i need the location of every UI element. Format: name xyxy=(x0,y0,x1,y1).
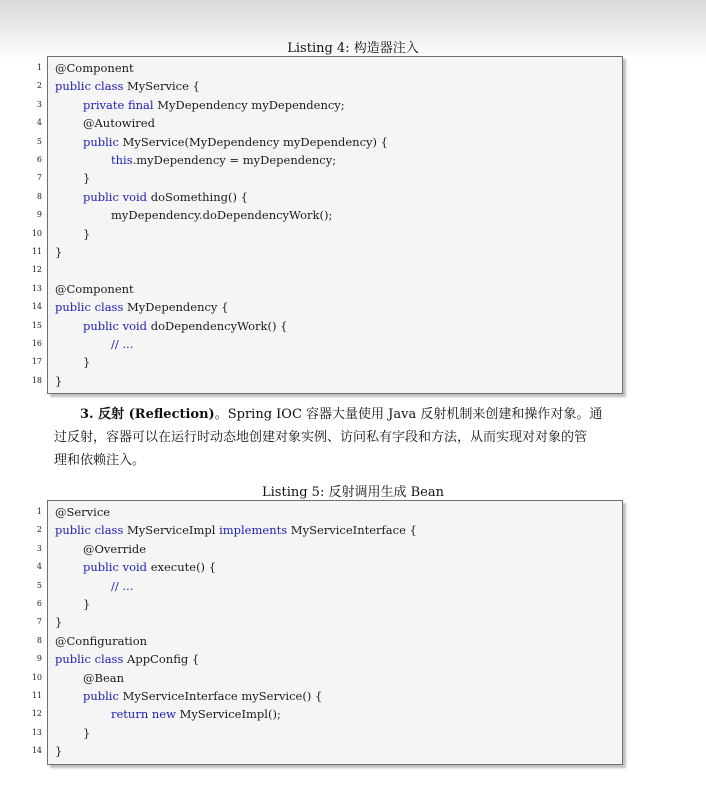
code-token: @Component xyxy=(55,281,134,296)
code-line xyxy=(36,114,622,132)
code-keyword: public class xyxy=(55,652,124,667)
line-number: 12 xyxy=(31,265,42,275)
code-text xyxy=(83,669,124,687)
code-text xyxy=(83,225,90,243)
code-line xyxy=(36,577,622,595)
code-line xyxy=(31,280,622,298)
code-listing-4 xyxy=(31,56,623,394)
line-number: 8 xyxy=(36,635,42,645)
paragraph-line-1 xyxy=(54,403,620,426)
line-number: 9 xyxy=(36,210,42,220)
code-token: } xyxy=(83,171,91,186)
code-keyword: public xyxy=(83,689,119,703)
line-number: 7 xyxy=(36,617,42,627)
code-text xyxy=(55,59,134,77)
code-keyword: public class xyxy=(55,300,124,315)
code-text xyxy=(55,632,147,650)
code-keyword: public void xyxy=(83,318,148,333)
line-number: 13 xyxy=(31,727,42,737)
code-line xyxy=(31,261,622,279)
code-token: MyService { xyxy=(123,79,200,94)
code-keyword: public xyxy=(83,134,119,149)
code-text xyxy=(83,595,90,613)
code-text xyxy=(111,705,281,723)
code-line xyxy=(36,59,622,77)
code-line xyxy=(31,742,622,760)
line-number: 1 xyxy=(36,507,42,516)
line-number: 10 xyxy=(31,228,42,238)
code-line xyxy=(31,724,622,742)
code-line xyxy=(31,317,622,335)
code-line xyxy=(36,650,622,668)
code-text xyxy=(83,317,287,335)
code-token: AppConfig { xyxy=(123,652,200,667)
paragraph-line-3: 理和依赖注入。 xyxy=(54,453,146,468)
line-number: 9 xyxy=(36,654,42,664)
code-text xyxy=(55,521,417,539)
code-token: MyServiceImpl(); xyxy=(175,707,281,722)
code-line xyxy=(31,705,622,723)
code-line xyxy=(31,687,622,705)
code-token: @Component xyxy=(55,61,134,75)
code-line xyxy=(36,188,622,206)
line-number: 17 xyxy=(31,357,42,367)
code-token: MyDependency myDependency; xyxy=(153,97,345,112)
line-number: 11 xyxy=(31,691,42,700)
code-line xyxy=(36,133,622,151)
code-text xyxy=(111,206,332,224)
code-line xyxy=(36,595,622,613)
line-number: 5 xyxy=(36,136,42,146)
line-number: 6 xyxy=(36,599,42,608)
line-number: 10 xyxy=(31,672,42,682)
code-keyword: // ... xyxy=(111,578,134,593)
code-token: @Autowired xyxy=(83,116,155,131)
code-line xyxy=(36,540,622,558)
code-text xyxy=(111,577,133,595)
code-text xyxy=(55,650,199,668)
line-number: 1 xyxy=(36,63,42,72)
line-number: 18 xyxy=(31,375,42,385)
code-text xyxy=(83,724,90,742)
code-text xyxy=(111,151,336,169)
line-number: 12 xyxy=(31,709,42,719)
code-line xyxy=(31,298,622,316)
code-line xyxy=(31,225,622,243)
code-text xyxy=(83,114,155,132)
code-token: execute() { xyxy=(147,560,217,575)
listing-4-caption: Listing 4: 构造器注入 xyxy=(287,41,419,56)
paragraph-line-2: 过反射，容器可以在运行时动态地创建对象实例、访问私有字段和方法，从而实现对对象的管 xyxy=(54,430,588,445)
code-text xyxy=(83,188,248,206)
line-number: 15 xyxy=(31,320,42,330)
code-line xyxy=(31,353,622,371)
code-token: } xyxy=(55,245,63,259)
code-line xyxy=(36,558,622,576)
code-token: MyServiceInterface myService() { xyxy=(118,689,323,703)
code-line xyxy=(31,335,622,353)
code-line xyxy=(36,169,622,187)
code-keyword: public class xyxy=(55,79,124,94)
line-number: 2 xyxy=(36,81,42,91)
paragraph-text-1: 。Spring IOC 容器大量使用 Java 反射机制来创建和操作对象。通 xyxy=(214,407,603,422)
code-text xyxy=(55,742,62,760)
code-text xyxy=(55,503,110,521)
code-keyword: return new xyxy=(111,707,176,722)
code-token: @Bean xyxy=(83,670,125,685)
reflection-paragraph xyxy=(54,403,620,472)
code-token: @Override xyxy=(83,541,147,556)
code-token: } xyxy=(83,355,91,370)
code-token: } xyxy=(55,744,63,759)
code-token: .myDependency = myDependency; xyxy=(132,153,337,167)
line-number: 3 xyxy=(36,543,42,553)
code-keyword: // ... xyxy=(111,337,134,351)
line-number: 11 xyxy=(31,247,42,256)
line-number: 2 xyxy=(36,525,42,535)
code-text xyxy=(83,687,322,705)
code-keyword: public void xyxy=(83,189,148,204)
code-line xyxy=(36,96,622,114)
code-text xyxy=(83,133,388,151)
code-line xyxy=(36,521,622,539)
code-token: doSomething() { xyxy=(147,189,248,204)
line-number: 4 xyxy=(36,118,42,128)
code-line xyxy=(36,613,622,631)
code-text xyxy=(111,335,133,353)
code-text xyxy=(55,280,134,298)
code-keyword: implements xyxy=(219,523,288,538)
line-number: 16 xyxy=(31,339,42,348)
code-text xyxy=(83,353,90,371)
code-text xyxy=(55,77,200,95)
line-number: 14 xyxy=(31,746,42,756)
code-listing-5 xyxy=(31,500,623,765)
code-text xyxy=(83,558,216,576)
code-text xyxy=(83,540,146,558)
code-token: MyService(MyDependency myDependency) { xyxy=(118,134,388,149)
code-token: } xyxy=(83,597,91,611)
line-number: 6 xyxy=(36,155,42,164)
code-line xyxy=(36,206,622,224)
code-token: MyDependency { xyxy=(123,300,229,315)
line-number: 13 xyxy=(31,283,42,293)
code-line xyxy=(31,243,622,261)
line-number: 4 xyxy=(36,562,42,572)
code-token: @Configuration xyxy=(55,633,148,648)
code-text xyxy=(55,613,62,631)
code-text xyxy=(55,243,62,261)
code-token: } xyxy=(55,373,63,388)
code-token: } xyxy=(83,226,91,241)
code-token: doDependencyWork() { xyxy=(147,318,288,333)
code-token: } xyxy=(83,725,91,740)
code-line xyxy=(31,372,622,390)
code-line xyxy=(31,669,622,687)
code-line xyxy=(36,151,622,169)
code-token: } xyxy=(55,615,63,630)
code-token: myDependency.doDependencyWork(); xyxy=(111,208,333,223)
code-keyword: private final xyxy=(83,97,154,112)
paragraph-heading: 3. 反射 (Reflection) xyxy=(80,407,215,422)
code-token: @Service xyxy=(55,505,111,519)
code-line xyxy=(36,503,622,521)
line-number: 14 xyxy=(31,302,42,312)
code-text xyxy=(55,372,62,390)
code-text xyxy=(83,96,345,114)
code-line xyxy=(36,77,622,95)
code-keyword: public class xyxy=(55,523,124,538)
listing-5-caption: Listing 5: 反射调用生成 Bean xyxy=(262,485,444,500)
line-number: 8 xyxy=(36,191,42,201)
code-token: MyServiceInterface { xyxy=(287,523,417,538)
code-text xyxy=(55,298,228,316)
code-keyword: public void xyxy=(83,560,148,575)
line-number: 5 xyxy=(36,580,42,590)
code-line xyxy=(36,632,622,650)
code-text xyxy=(83,169,90,187)
line-number: 3 xyxy=(36,99,42,109)
code-keyword: this xyxy=(111,153,133,167)
code-token: MyServiceImpl xyxy=(123,523,220,538)
line-number: 7 xyxy=(36,173,42,183)
